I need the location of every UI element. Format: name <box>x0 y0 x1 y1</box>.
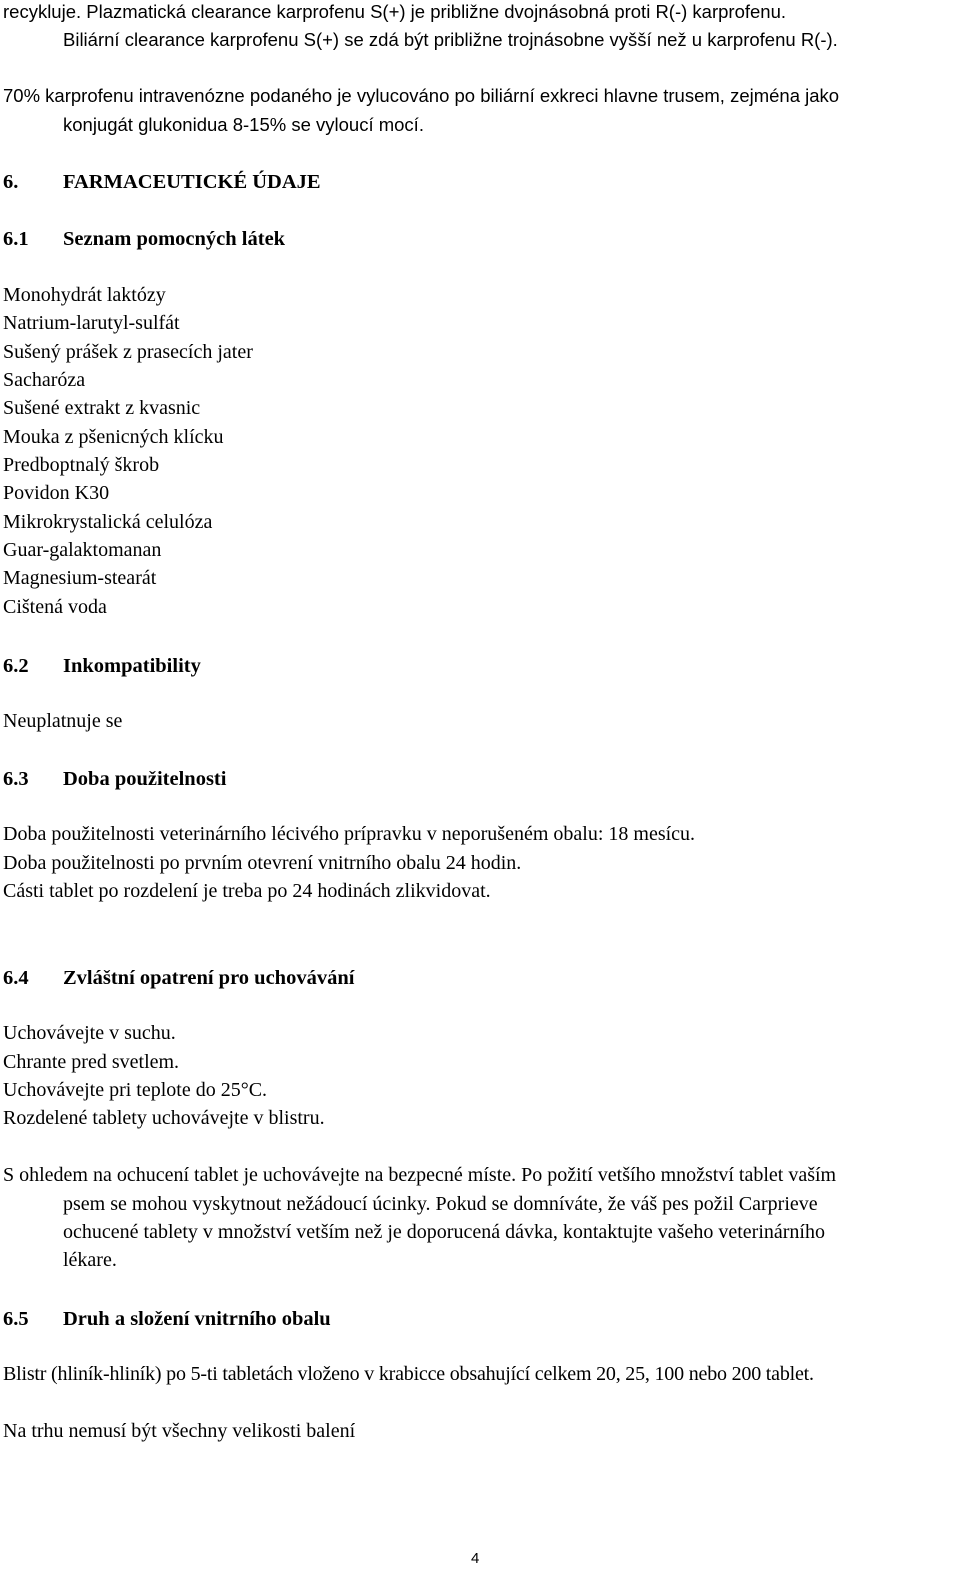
excipient-item: Mouka z pšenicných klícku <box>3 426 224 448</box>
section-6-1-heading <box>3 227 285 251</box>
storage-warning-line: ochucené tablety v množství vetším než je doporucená dávka, kontaktujte vašeho veterinárního <box>63 1221 825 1243</box>
excipient-item: Sušený prášek z prasecích jater <box>3 341 253 363</box>
excipient-item: Natrium-larutyl-sulfát <box>3 312 180 334</box>
section-6-4-heading <box>3 966 354 990</box>
section-6-title: FARMACEUTICKÉ ÚDAJE <box>63 171 321 193</box>
storage-line: Uchovávejte v suchu. <box>3 1022 176 1044</box>
shelf-life-line: Doba použitelnosti veterinárního lécivého prípravku v neporušeném obalu: 18 mesícu. <box>3 823 696 845</box>
excipient-item: Sacharóza <box>3 369 86 391</box>
page-number: 4 <box>471 1550 480 1567</box>
excipient-item: Predboptnalý škrob <box>3 454 160 476</box>
intro-line-1: recykluje. Plazmatická clearance karprofenu S(+) je približne dvojnásobná proti R(-) karprofenu. <box>3 1 787 22</box>
storage-warning-line: psem se mohou vyskytnout nežádoucí úcinky. Pokud se domníváte, že váš pes požil Carprieve <box>63 1193 818 1215</box>
intro-line-4: konjugát glukonidua 8-15% se vyloucí mocí. <box>63 114 424 135</box>
storage-line: Chrante pred svetlem. <box>3 1051 180 1073</box>
excipient-item: Monohydrát laktózy <box>3 284 166 306</box>
section-6-1-title: Seznam pomocných látek <box>63 228 286 250</box>
excipient-item: Magnesium-stearát <box>3 567 157 589</box>
excipient-item: Cištená voda <box>3 596 107 618</box>
section-6-3-number: 6.3 <box>3 768 29 790</box>
storage-warning-line: S ohledem na ochucení tablet je uchovávejte na bezpecné míste. Po požití vetšího množství tablet vaším <box>3 1164 837 1186</box>
packaging-text: Blistr (hliník-hliník) po 5-ti tabletách vloženo v krabicce obsahující celkem 20, 25, 100 nebo 200 tablet. <box>3 1363 814 1385</box>
section-6-number: 6. <box>3 171 19 193</box>
section-6-5-heading <box>3 1307 331 1331</box>
storage-line: Rozdelené tablety uchovávejte v blistru. <box>3 1107 325 1129</box>
excipient-item: Guar-galaktomanan <box>3 539 162 561</box>
section-6-2-number: 6.2 <box>3 655 29 677</box>
section-6-2-title: Inkompatibility <box>63 655 201 677</box>
intro-line-2: Biliární clearance karprofenu S(+) se zdá být približne trojnásobne vyšší než u karprofenu R(-). <box>63 29 838 50</box>
section-6-5-title: Druh a složení vnitrního obalu <box>63 1308 331 1330</box>
section-6-4-title: Zvláštní opatrení pro uchovávání <box>63 967 355 989</box>
section-6-4-number: 6.4 <box>3 967 29 989</box>
section-6-3-heading <box>3 767 226 791</box>
excipient-item: Sušené extrakt z kvasnic <box>3 397 201 419</box>
packaging-note: Na trhu nemusí být všechny velikosti balení <box>3 1420 356 1442</box>
shelf-life-line: Cásti tablet po rozdelení je treba po 24 hodinách zlikvidovat. <box>3 880 491 902</box>
shelf-life-line: Doba použitelnosti po prvním otevrení vnitrního obalu 24 hodin. <box>3 852 522 874</box>
storage-line: Uchovávejte pri teplote do 25°C. <box>3 1079 268 1101</box>
intro-line-3: 70% karprofenu intravenózne podaného je vylucováno po biliární exkreci hlavne trusem, zejména jako <box>3 85 840 106</box>
section-6-1-number: 6.1 <box>3 228 29 250</box>
section-6-3-title: Doba použitelnosti <box>63 768 227 790</box>
section-6-heading <box>3 170 321 194</box>
excipient-item: Mikrokrystalická celulóza <box>3 511 213 533</box>
incompatibility-text: Neuplatnuje se <box>3 710 123 732</box>
section-6-2-heading <box>3 654 201 678</box>
section-6-5-number: 6.5 <box>3 1308 29 1330</box>
excipient-item: Povidon K30 <box>3 482 110 504</box>
storage-warning-line: lékare. <box>63 1249 117 1271</box>
